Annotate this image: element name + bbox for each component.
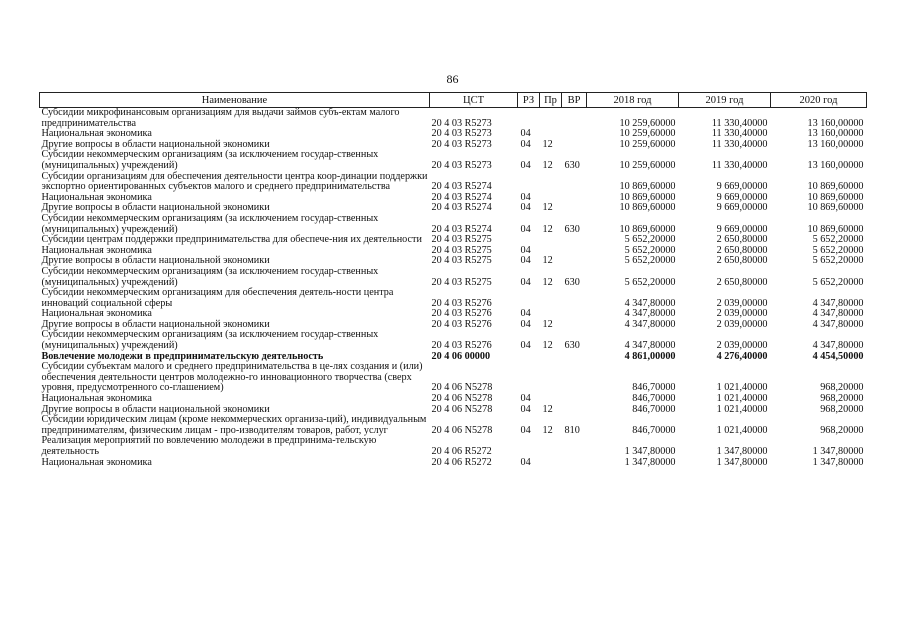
cell-2018: 846,70000	[632, 382, 676, 394]
cell-2019: 1 021,40000	[716, 393, 768, 405]
cell-cst: 20 4 03 R5273	[431, 117, 492, 129]
cell-2020: 968,20000	[820, 403, 864, 415]
cell-2020: 13 160,00000	[807, 117, 864, 129]
cell-pr	[540, 352, 562, 363]
cell-2019: 1 021,40000	[716, 424, 768, 436]
cell-2019: 2 650,80000	[716, 276, 768, 288]
cell-pr	[540, 172, 562, 193]
table-row	[40, 108, 867, 130]
cell-name: Реализация мероприятий по вовлечению молодежи в предпринима-тельскую деятельность	[41, 435, 377, 457]
cell-name: Субсидии некоммерческим организациям (за исключением государ-ственных (муниципальных) учреждений)	[41, 149, 379, 171]
cell-2019: 2 650,80000	[716, 234, 768, 246]
cell-2019: 2 039,00000	[716, 340, 768, 352]
cell-2018: 4 347,80000	[624, 308, 676, 320]
cell-vr: 810	[564, 424, 580, 436]
cell-rz: 04	[520, 403, 531, 415]
cell-name: Национальная экономика	[41, 308, 152, 320]
cell-2020: 5 652,20000	[812, 255, 864, 267]
table-row	[40, 458, 867, 469]
cell-vr	[562, 193, 587, 204]
cell-name: Национальная экономика	[41, 456, 152, 468]
cell-2020: 4 454,50000	[812, 350, 864, 362]
cell-vr	[562, 352, 587, 363]
cell-vr: 630	[564, 276, 580, 288]
cell-2019: 9 669,00000	[716, 223, 768, 235]
cell-pr	[540, 362, 562, 394]
header-2020: 2020 год	[771, 93, 867, 108]
table-row	[40, 214, 867, 235]
cell-2018: 846,70000	[632, 403, 676, 415]
cell-cst: 20 4 03 R5274	[431, 191, 492, 203]
cell-name: Другие вопросы в области национальной экономики	[41, 318, 270, 330]
cell-2019: 1 021,40000	[716, 382, 768, 394]
cell-vr	[562, 436, 587, 457]
cell-2020: 4 347,80000	[812, 297, 864, 309]
cell-cst: 20 4 06 N5278	[431, 393, 493, 405]
cell-cst: 20 4 03 R5276	[431, 340, 492, 352]
cell-name: Субсидии некоммерческим организациям для обеспечения деятель-ности центра инноваций социальной сферы	[41, 287, 394, 309]
cell-2019: 11 330,40000	[711, 128, 768, 140]
cell-pr	[540, 235, 562, 246]
cell-name: Субсидии некоммерческим организациям (за исключением государ-ственных (муниципальных) учреждений)	[41, 265, 379, 288]
cell-2020: 10 869,60000	[807, 191, 864, 203]
cell-name: Другие вопросы в области национальной экономики	[41, 138, 270, 150]
cell-vr	[562, 246, 587, 257]
cell-2019: 9 669,00000	[716, 181, 768, 193]
cell-name: Субсидии центрам поддержки предпринимательства для обеспече-ния их деятельности	[41, 234, 422, 246]
cell-cst: 20 4 03 R5274	[431, 223, 492, 235]
cell-2018: 5 652,20000	[624, 276, 676, 288]
cell-rz	[518, 436, 540, 457]
table-row	[40, 150, 867, 171]
cell-cst: 20 4 03 R5276	[431, 318, 492, 330]
cell-name: Субсидии некоммерческим организациям (за исключением государ-ственных (муниципальных) учреждений)	[41, 329, 379, 352]
cell-pr: 12	[542, 202, 553, 214]
cell-vr: 630	[564, 340, 580, 352]
cell-name: Национальная экономика	[41, 128, 152, 140]
cell-vr	[562, 108, 587, 130]
cell-2020: 13 160,00000	[807, 159, 864, 171]
cell-cst: 20 4 03 R5275	[431, 255, 492, 267]
cell-rz	[518, 352, 540, 363]
cell-rz: 04	[520, 318, 531, 330]
header-rz: РЗ	[518, 93, 540, 108]
cell-vr	[562, 256, 587, 267]
cell-vr	[562, 140, 587, 151]
cell-2019: 1 021,40000	[716, 403, 768, 415]
cell-rz: 04	[520, 244, 531, 256]
cell-cst: 20 4 03 R5275	[431, 234, 492, 246]
cell-2019: 2 650,80000	[716, 244, 768, 256]
cell-2020: 968,20000	[820, 424, 864, 436]
cell-2018: 4 347,80000	[624, 318, 676, 330]
cell-pr: 12	[542, 138, 553, 150]
table-row	[40, 362, 867, 394]
cell-pr	[540, 458, 562, 469]
cell-2019: 11 330,40000	[711, 138, 768, 150]
cell-2018: 10 869,60000	[619, 181, 676, 193]
cell-vr	[562, 394, 587, 405]
cell-name: Субсидии субъектам малого и среднего предпринимательства в це-лях создания и (или) обеспечения деятельности центров молодежно-го инновационного творчества (сверх уровня, предусмотренного со-глашением)	[41, 361, 423, 394]
cell-2019: 2 039,00000	[716, 318, 768, 330]
cell-2020: 4 347,80000	[812, 340, 864, 352]
cell-2018: 5 652,20000	[624, 255, 676, 267]
cell-pr: 12	[542, 223, 553, 235]
cell-vr	[562, 203, 587, 214]
cell-name: Национальная экономика	[41, 244, 152, 256]
cell-2018: 5 652,20000	[624, 244, 676, 256]
cell-rz: 04	[520, 424, 531, 436]
cell-cst: 20 4 06 R5272	[431, 446, 492, 457]
cell-pr: 12	[542, 424, 553, 436]
cell-2020: 5 652,20000	[812, 234, 864, 246]
cell-2018: 5 652,20000	[624, 234, 676, 246]
cell-2019: 11 330,40000	[711, 117, 768, 129]
cell-2019: 9 669,00000	[716, 202, 768, 214]
cell-2020: 10 869,60000	[807, 181, 864, 193]
cell-rz: 04	[520, 191, 531, 203]
cell-rz	[518, 288, 540, 309]
cell-2018: 1 347,80000	[624, 456, 676, 468]
cell-vr	[562, 309, 587, 320]
cell-pr: 12	[542, 159, 553, 171]
cell-cst: 20 4 03 R5274	[431, 202, 492, 214]
header-2018: 2018 год	[587, 93, 679, 108]
cell-name: Субсидии микрофинансовым организациям для выдачи займов субъ-ектам малого предпринимательства	[41, 107, 400, 129]
cell-rz: 04	[520, 456, 531, 468]
cell-name: Субсидии организациям для обеспечения деятельности центра коор-динации поддержки экспортно ориентированных субъектов малого и среднего предпринимательства	[41, 170, 428, 193]
cell-2019: 1 347,80000	[716, 446, 768, 457]
cell-vr	[562, 405, 587, 416]
cell-rz: 04	[520, 159, 531, 171]
cell-rz: 04	[520, 202, 531, 214]
cell-2018: 10 259,60000	[619, 128, 676, 140]
cell-2020: 4 347,80000	[812, 308, 864, 320]
cell-2020: 1 347,80000	[812, 456, 864, 468]
cell-name: Национальная экономика	[41, 191, 152, 203]
cell-2018: 846,70000	[632, 393, 676, 405]
budget-table	[39, 92, 867, 468]
header-cst: ЦСТ	[430, 93, 518, 108]
cell-2020: 10 869,60000	[807, 223, 864, 235]
cell-2018: 4 347,80000	[624, 297, 676, 309]
cell-2020: 4 347,80000	[812, 318, 864, 330]
cell-2018: 10 869,60000	[619, 191, 676, 203]
cell-vr	[562, 320, 587, 331]
cell-cst: 20 4 03 R5273	[431, 159, 492, 171]
cell-vr	[562, 288, 587, 309]
cell-rz: 04	[520, 340, 531, 352]
cell-vr	[562, 362, 587, 394]
cell-vr	[562, 129, 587, 140]
cell-rz: 04	[520, 223, 531, 235]
cell-2018: 4 861,00000	[624, 350, 676, 362]
cell-pr: 12	[542, 276, 553, 288]
cell-rz: 04	[520, 138, 531, 150]
cell-2020: 13 160,00000	[807, 128, 864, 140]
cell-2020: 968,20000	[820, 382, 864, 394]
cell-2020: 13 160,00000	[807, 138, 864, 150]
header-pr: Пр	[540, 93, 562, 108]
cell-2020: 10 869,60000	[807, 202, 864, 214]
table-row	[40, 172, 867, 193]
cell-cst: 20 4 03 R5275	[431, 276, 492, 288]
cell-2020: 5 652,20000	[812, 276, 864, 288]
cell-2018: 10 259,60000	[619, 138, 676, 150]
header-vr: ВР	[562, 93, 587, 108]
cell-pr	[540, 436, 562, 457]
cell-2018: 10 869,60000	[619, 223, 676, 235]
cell-cst: 20 4 06 N5278	[431, 403, 493, 415]
cell-pr	[540, 108, 562, 130]
cell-2018: 10 259,60000	[619, 159, 676, 171]
cell-cst: 20 4 03 R5275	[431, 244, 492, 256]
cell-2018: 10 869,60000	[619, 202, 676, 214]
header-2019: 2019 год	[679, 93, 771, 108]
cell-2019: 2 039,00000	[716, 297, 768, 309]
cell-cst: 20 4 03 R5276	[431, 297, 492, 309]
cell-2018: 10 259,60000	[619, 117, 676, 129]
cell-rz	[518, 172, 540, 193]
cell-2018: 846,70000	[632, 424, 676, 436]
table-row	[40, 267, 867, 288]
table-row	[40, 288, 867, 309]
table-row	[40, 415, 867, 436]
cell-name: Национальная экономика	[41, 393, 152, 405]
cell-2018: 4 347,80000	[624, 340, 676, 352]
cell-cst: 20 4 03 R5273	[431, 128, 492, 140]
cell-cst: 20 4 06 N5278	[431, 424, 493, 436]
cell-pr: 12	[542, 340, 553, 352]
cell-pr: 12	[542, 318, 553, 330]
table-row	[40, 436, 867, 457]
cell-2018: 1 347,80000	[624, 446, 676, 457]
cell-vr	[562, 172, 587, 193]
cell-rz: 04	[520, 255, 531, 267]
cell-rz: 04	[520, 308, 531, 320]
cell-2019: 2 650,80000	[716, 255, 768, 267]
header-name: Наименование	[40, 93, 430, 108]
cell-rz	[518, 108, 540, 130]
cell-2020: 5 652,20000	[812, 244, 864, 256]
cell-2019: 9 669,00000	[716, 191, 768, 203]
cell-cst: 20 4 06 R5272	[431, 456, 492, 468]
cell-2019: 1 347,80000	[716, 456, 768, 468]
cell-pr: 12	[542, 403, 553, 415]
cell-2019: 4 276,40000	[716, 350, 768, 362]
cell-name: Другие вопросы в области национальной экономики	[41, 403, 270, 415]
cell-2020: 1 347,80000	[812, 446, 864, 457]
table-body	[40, 108, 867, 469]
cell-name: Другие вопросы в области национальной экономики	[41, 202, 270, 214]
cell-name: Субсидии юридическим лицам (кроме некоммерческих организа-ций), индивидуальным предпринимателям, физическим лицам - про-изводителям товаров, работ, услуг	[41, 414, 427, 436]
cell-2019: 2 039,00000	[716, 308, 768, 320]
cell-name: Вовлечение молодежи в предпринимательскую деятельность	[41, 350, 324, 362]
cell-vr	[562, 458, 587, 469]
cell-rz: 04	[520, 276, 531, 288]
cell-rz	[518, 362, 540, 394]
cell-vr	[562, 235, 587, 246]
page-number: 86	[446, 72, 459, 86]
cell-2020: 968,20000	[820, 393, 864, 405]
table-header-row	[40, 93, 867, 108]
cell-cst: 20 4 03 R5276	[431, 308, 492, 320]
cell-name: Другие вопросы в области национальной экономики	[41, 255, 270, 267]
cell-name: Субсидии некоммерческим организациям (за исключением государ-ственных (муниципальных) учреждений)	[41, 212, 379, 235]
cell-cst: 20 4 03 R5274	[431, 181, 492, 193]
table-row	[40, 330, 867, 351]
cell-cst: 20 4 06 00000	[431, 350, 491, 362]
cell-cst: 20 4 03 R5273	[431, 138, 492, 150]
cell-2019: 11 330,40000	[711, 159, 768, 171]
cell-rz: 04	[520, 393, 531, 405]
cell-vr: 630	[564, 223, 580, 235]
cell-pr	[540, 288, 562, 309]
cell-rz: 04	[520, 128, 531, 140]
cell-cst: 20 4 06 N5278	[431, 382, 493, 394]
cell-pr: 12	[542, 255, 553, 267]
cell-vr: 630	[564, 159, 580, 171]
